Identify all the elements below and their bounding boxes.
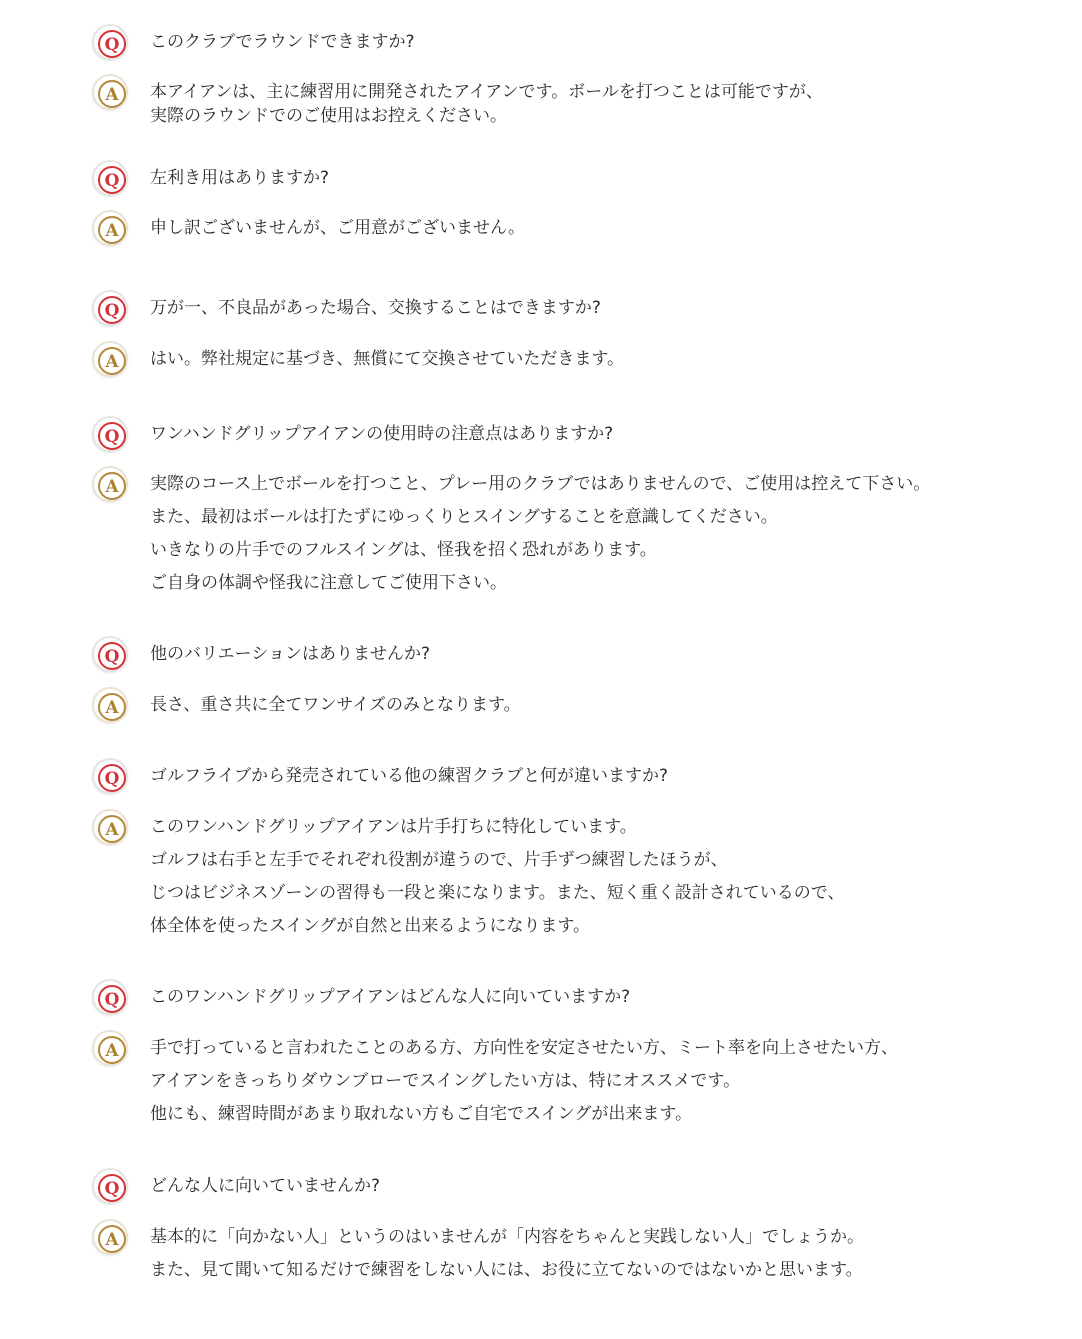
question-text: ワンハンドグリップアイアンの使用時の注意点はありますか? (150, 424, 614, 444)
answer-badge-icon: A (92, 687, 128, 723)
question-badge-icon: Q (92, 160, 128, 196)
answer-text (150, 216, 525, 240)
question-badge-icon: Q (92, 1168, 128, 1204)
answer-badge-icon: A (92, 74, 128, 110)
answer-line: このワンハンドグリップアイアンは片手打ちに特化しています。 (150, 817, 637, 837)
question-text: ゴルフライブから発売されている他の練習クラブと何が違いますか? (150, 766, 669, 786)
answer-line: 申し訳ございませんが、ご用意がございません。 (150, 218, 526, 238)
question-badge-icon: Q (92, 636, 128, 672)
answer-badge-icon: A (92, 1219, 128, 1255)
question-badge-icon: Q (92, 758, 128, 794)
question-text: 左利き用はありますか? (150, 168, 330, 188)
answer-line: ご自身の体調や怪我に注意してご使用下さい。 (150, 573, 507, 593)
answer-text (150, 468, 930, 600)
answer-text (150, 347, 624, 371)
answer-text (150, 80, 823, 128)
question-badge-icon: Q (92, 290, 128, 326)
answer-text (150, 693, 521, 717)
answer-line: はい。弊社規定に基づき、無償にて交換させていただきます。 (150, 349, 624, 369)
answer-line: また、見て聞いて知るだけで練習をしない人には、お役に立てないのではないかと思います。 (150, 1260, 863, 1280)
answer-badge-icon: A (92, 466, 128, 502)
question-badge-icon: Q (92, 24, 128, 60)
question-text: 万が一、不良品があった場合、交換することはできますか? (150, 298, 601, 318)
answer-badge-icon: A (92, 210, 128, 246)
answer-line: 基本的に「向かない人」というのはいませんが「内容をちゃんと実践しない人」でしょうか。 (150, 1227, 864, 1247)
answer-line: 他にも、練習時間があまり取れない方もご自宅でスイングが出来ます。 (150, 1104, 692, 1124)
answer-line: 体全体を使ったスイングが自然と出来るようになります。 (150, 916, 590, 936)
answer-line: 手で打っていると言われたことのある方、方向性を安定させたい方、ミート率を向上させたい方、 (150, 1038, 898, 1058)
answer-text (150, 811, 844, 943)
answer-text (150, 1221, 864, 1287)
answer-line: また、最初はボールは打たずにゆっくりとスイングすることを意識してください。 (150, 507, 778, 527)
answer-badge-icon: A (92, 1030, 128, 1066)
question-text: 他のバリエーションはありませんか? (150, 644, 431, 664)
answer-line: アイアンをきっちりダウンブローでスイングしたい方は、特にオススメです。 (150, 1071, 741, 1091)
answer-line: 実際のラウンドでのご使用はお控えください。 (150, 106, 507, 126)
answer-badge-icon: A (92, 809, 128, 845)
question-text: どんな人に向いていませんか? (150, 1176, 381, 1196)
question-badge-icon: Q (92, 416, 128, 452)
question-badge-icon: Q (92, 979, 128, 1015)
answer-line: 実際のコース上でボールを打つこと、プレー用のクラブではありませんので、ご使用は控えて下さい。 (150, 474, 931, 494)
answer-line: ゴルフは右手と左手でそれぞれ役割が違うので、片手ずつ練習したほうが、 (150, 850, 728, 870)
answer-text (150, 1032, 898, 1131)
answer-line: じつはビジネスゾーンの習得も一段と楽になります。また、短く重く設計されているので、 (150, 883, 845, 903)
question-text: このワンハンドグリップアイアンはどんな人に向いていますか? (150, 987, 631, 1007)
answer-line: 長さ、重さ共に全てワンサイズのみとなります。 (150, 695, 521, 715)
answer-line: 本アイアンは、主に練習用に開発されたアイアンです。ボールを打つことは可能ですが、 (150, 82, 823, 102)
question-text: このクラブでラウンドできますか? (150, 32, 415, 52)
answer-badge-icon: A (92, 341, 128, 377)
answer-line: いきなりの片手でのフルスイングは、怪我を招く恐れがあります。 (150, 540, 657, 560)
